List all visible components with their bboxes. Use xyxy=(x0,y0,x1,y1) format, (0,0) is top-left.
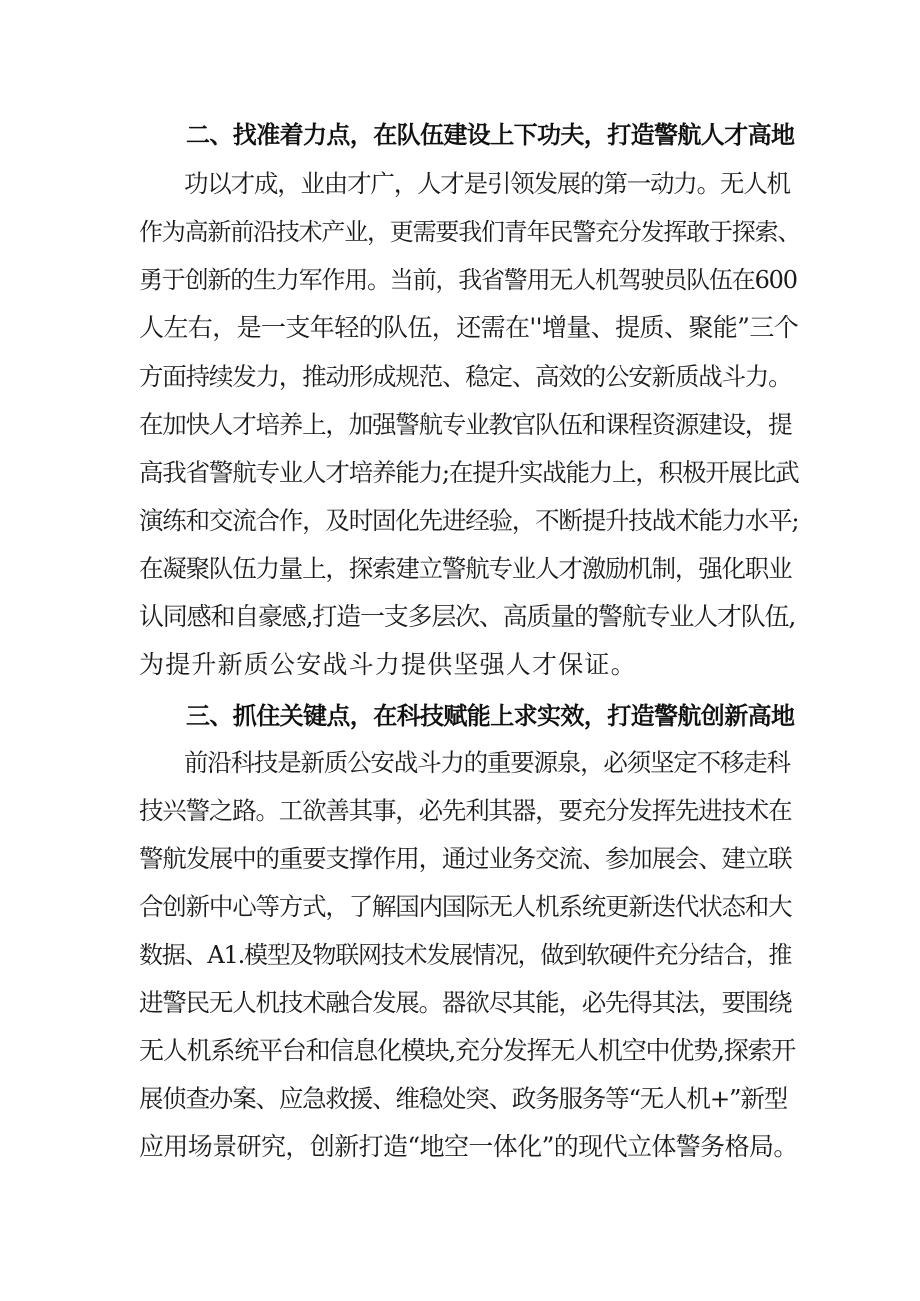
paragraph-line: 人左右，是一支年轻的队伍，还需在''增量、提质、聚能”三个 xyxy=(139,313,799,342)
paragraph-line: 功以才成，业由才广，人才是引领发展的第一动力。无人机 xyxy=(184,169,790,198)
paragraph-line: 作为高新前沿技术产业，更需要我们青年民警充分发挥敢于探索、 xyxy=(139,218,801,246)
paragraph-line: 为提升新质公安战斗力提供坚强人才保证。 xyxy=(139,650,637,679)
paragraph-line: 认同感和自豪感,打造一支多层次、高质量的警航专业人才队伍, xyxy=(139,602,796,631)
section-heading-3: 三、抓住关键点，在科技赋能上求实效，打造警航创新高地 xyxy=(186,702,795,730)
paragraph-line: 勇于创新的生力军作用。当前，我省警用无人机驾驶员队伍在600 xyxy=(139,266,797,294)
paragraph-line: 技兴警之路。工欲善其事，必先利其器，要充分发挥先进技术在 xyxy=(139,796,792,825)
paragraph-line: 演练和交流合作，及时固化先进经验，不断提升技战术能力水平; xyxy=(139,506,799,535)
paragraph-line: 在凝聚队伍力量上，探索建立警航专业人才激励机制，强化职业 xyxy=(139,554,792,583)
paragraph-line: 前沿科技是新质公安战斗力的重要源泉，必须坚定不移走科 xyxy=(184,748,790,777)
paragraph-line: 数据、A1.模型及物联网技术发展情况，做到软硬件充分结合，推 xyxy=(139,941,792,969)
section-heading-2: 二、找准着力点，在队伍建设上下功夫，打造警航人才高地 xyxy=(186,121,795,149)
paragraph-line: 在加快人才培养上，加强警航专业教官队伍和课程资源建设，提 xyxy=(139,410,792,439)
paragraph-line: 进警民无人机技术融合发展。器欲尽其能，必先得其法，要围绕 xyxy=(139,988,792,1017)
paragraph-line: 应用场景研究，创新打造“地空一体化”的现代立体警务格局。 xyxy=(139,1132,798,1161)
paragraph-line: 警航发展中的重要支撑作用，通过业务交流、参加展会、建立联 xyxy=(139,844,792,873)
paragraph-line: 无人机系统平台和信息化模块,充分发挥无人机空中优势,探索开 xyxy=(139,1036,796,1065)
paragraph-line: 高我省警航专业人才培养能力;在提升实战能力上，积极开展比武 xyxy=(139,458,799,487)
paragraph-line: 合创新中心等方式，了解国内国际无人机系统更新迭代状态和大 xyxy=(139,892,792,921)
paragraph-line: 方面持续发力，推动形成规范、稳定、高效的公安新质战斗力。 xyxy=(139,362,792,391)
paragraph-line: 展侦查办案、应急救援、维稳处突、政务服务等“无人机+”新型 xyxy=(139,1084,787,1113)
